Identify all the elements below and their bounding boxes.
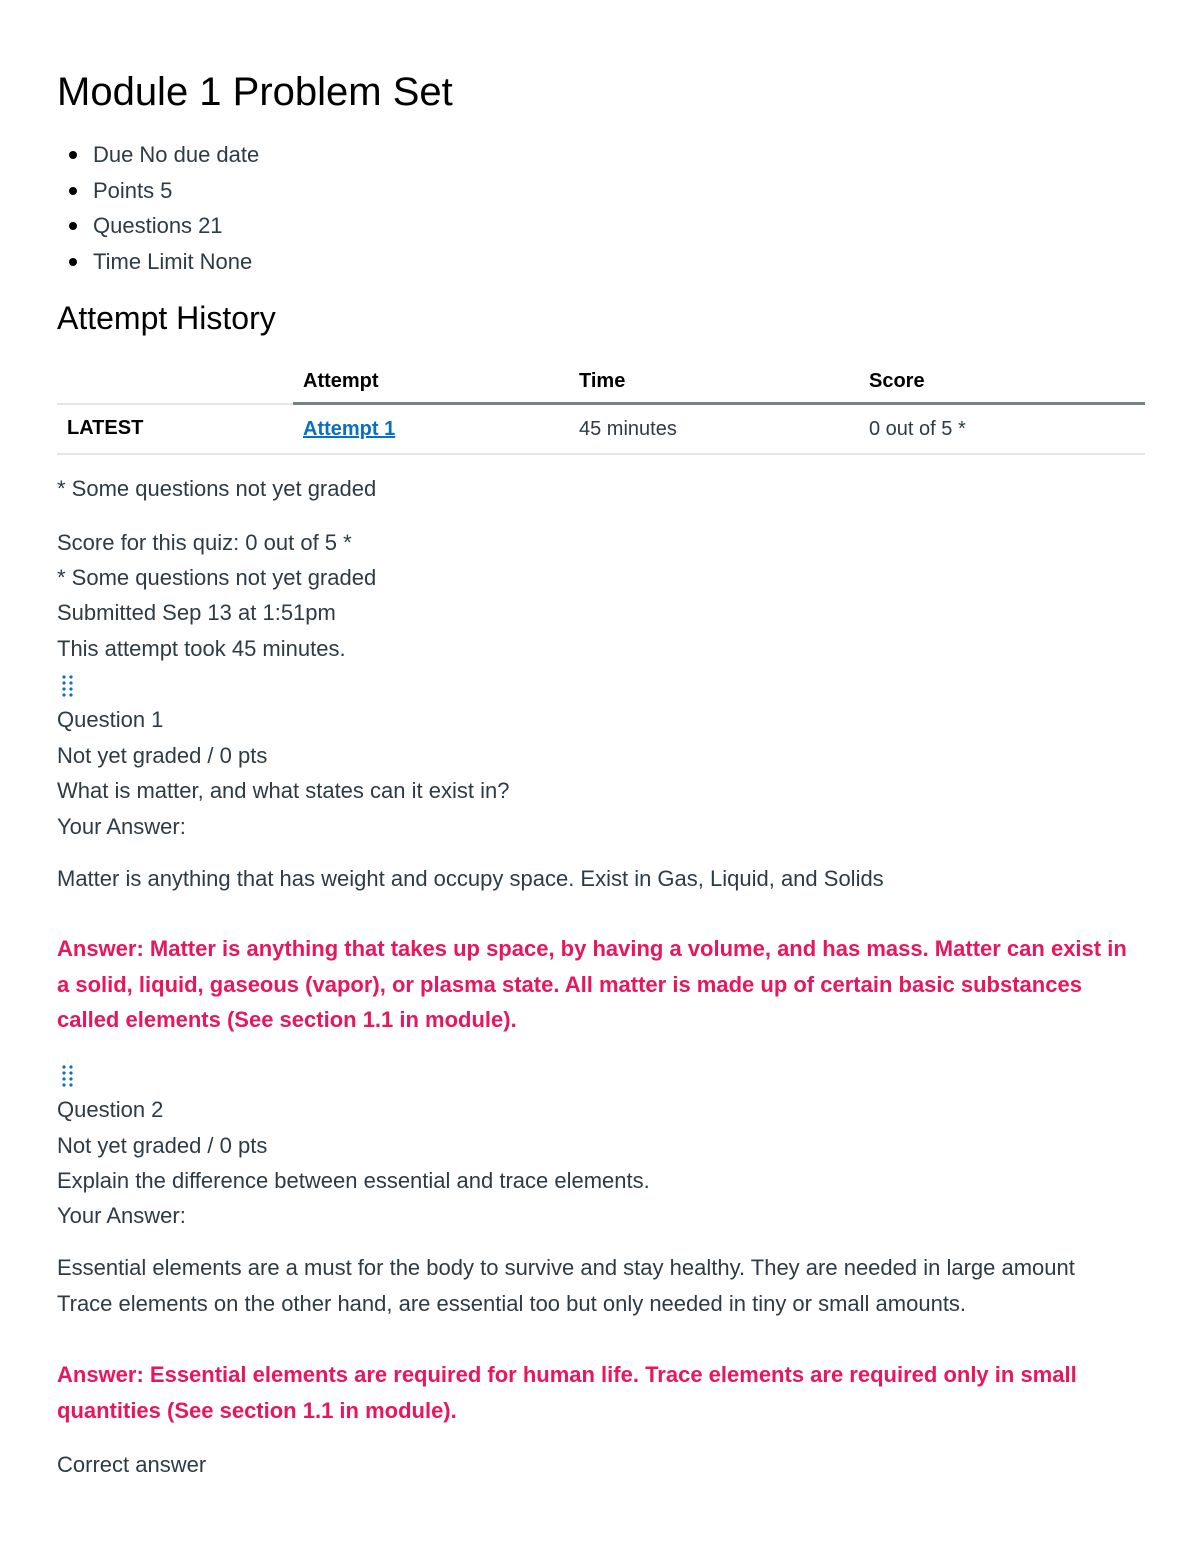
not-graded-note: * Some questions not yet graded — [57, 476, 377, 501]
header-time: Time — [569, 360, 859, 404]
table-row — [57, 404, 1145, 455]
attempt-score: 0 out of 5 * — [859, 404, 1145, 455]
attempt-history-table — [57, 360, 1145, 455]
meta-questions: Questions 21 — [57, 208, 259, 244]
drag-handle-icon[interactable] — [61, 674, 75, 698]
question-1-number: Question 1 — [57, 707, 164, 732]
question-1-answer: Answer: Matter is anything that takes up space, by having a volume, and has mass. Matter can exist in a solid, liquid, gaseous (vapor), or plasma state. All matter is made up of certain basic substances called elements (See section 1.1 in module). — [57, 936, 1127, 1032]
correct-answer-label: Correct answer — [57, 1452, 207, 1477]
question-2-your-answer-line-1: Essential elements are a must for the body to survive and stay healthy. They are needed in large amount — [57, 1255, 1075, 1280]
question-2-status: Not yet graded / 0 pts — [57, 1133, 268, 1158]
meta-time-limit: Time Limit None — [57, 244, 259, 280]
table-header-row — [57, 360, 1145, 404]
quiz-meta-list — [57, 137, 259, 279]
meta-points: Points 5 — [57, 173, 259, 209]
question-2-your-answer-line-2: Trace elements on the other hand, are essential too but only needed in tiny or small amounts. — [57, 1291, 967, 1316]
header-score: Score — [859, 360, 1145, 404]
attempt-time: 45 minutes — [569, 404, 859, 455]
attempt-status: LATEST — [57, 404, 293, 455]
question-1-your-answer-label: Your Answer: — [57, 814, 186, 839]
header-blank — [57, 360, 293, 404]
question-2-your-answer-label: Your Answer: — [57, 1203, 186, 1228]
drag-handle-icon[interactable] — [61, 1064, 75, 1088]
quiz-score: Score for this quiz: 0 out of 5 * — [57, 530, 352, 555]
question-2-prompt: Explain the difference between essential and trace elements. — [57, 1168, 650, 1193]
question-2-number: Question 2 — [57, 1097, 164, 1122]
not-graded-note-2: * Some questions not yet graded — [57, 565, 377, 590]
attempt-history-heading: Attempt History — [57, 300, 276, 336]
attempt-1-link[interactable]: Attempt 1 — [303, 417, 396, 440]
page-title: Module 1 Problem Set — [57, 70, 453, 114]
question-1-your-answer: Matter is anything that has weight and occupy space. Exist in Gas, Liquid, and Solids — [57, 866, 884, 891]
question-1-prompt: What is matter, and what states can it exist in? — [57, 778, 510, 803]
question-2-answer: Answer: Essential elements are required for human life. Trace elements are required only in small quantities (See section 1.1 in module). — [57, 1362, 1077, 1423]
header-attempt: Attempt — [293, 360, 569, 404]
submitted-time: Submitted Sep 13 at 1:51pm — [57, 600, 336, 625]
attempt-duration: This attempt took 45 minutes. — [57, 636, 346, 661]
meta-due: Due No due date — [57, 137, 259, 173]
question-1-status: Not yet graded / 0 pts — [57, 743, 268, 768]
